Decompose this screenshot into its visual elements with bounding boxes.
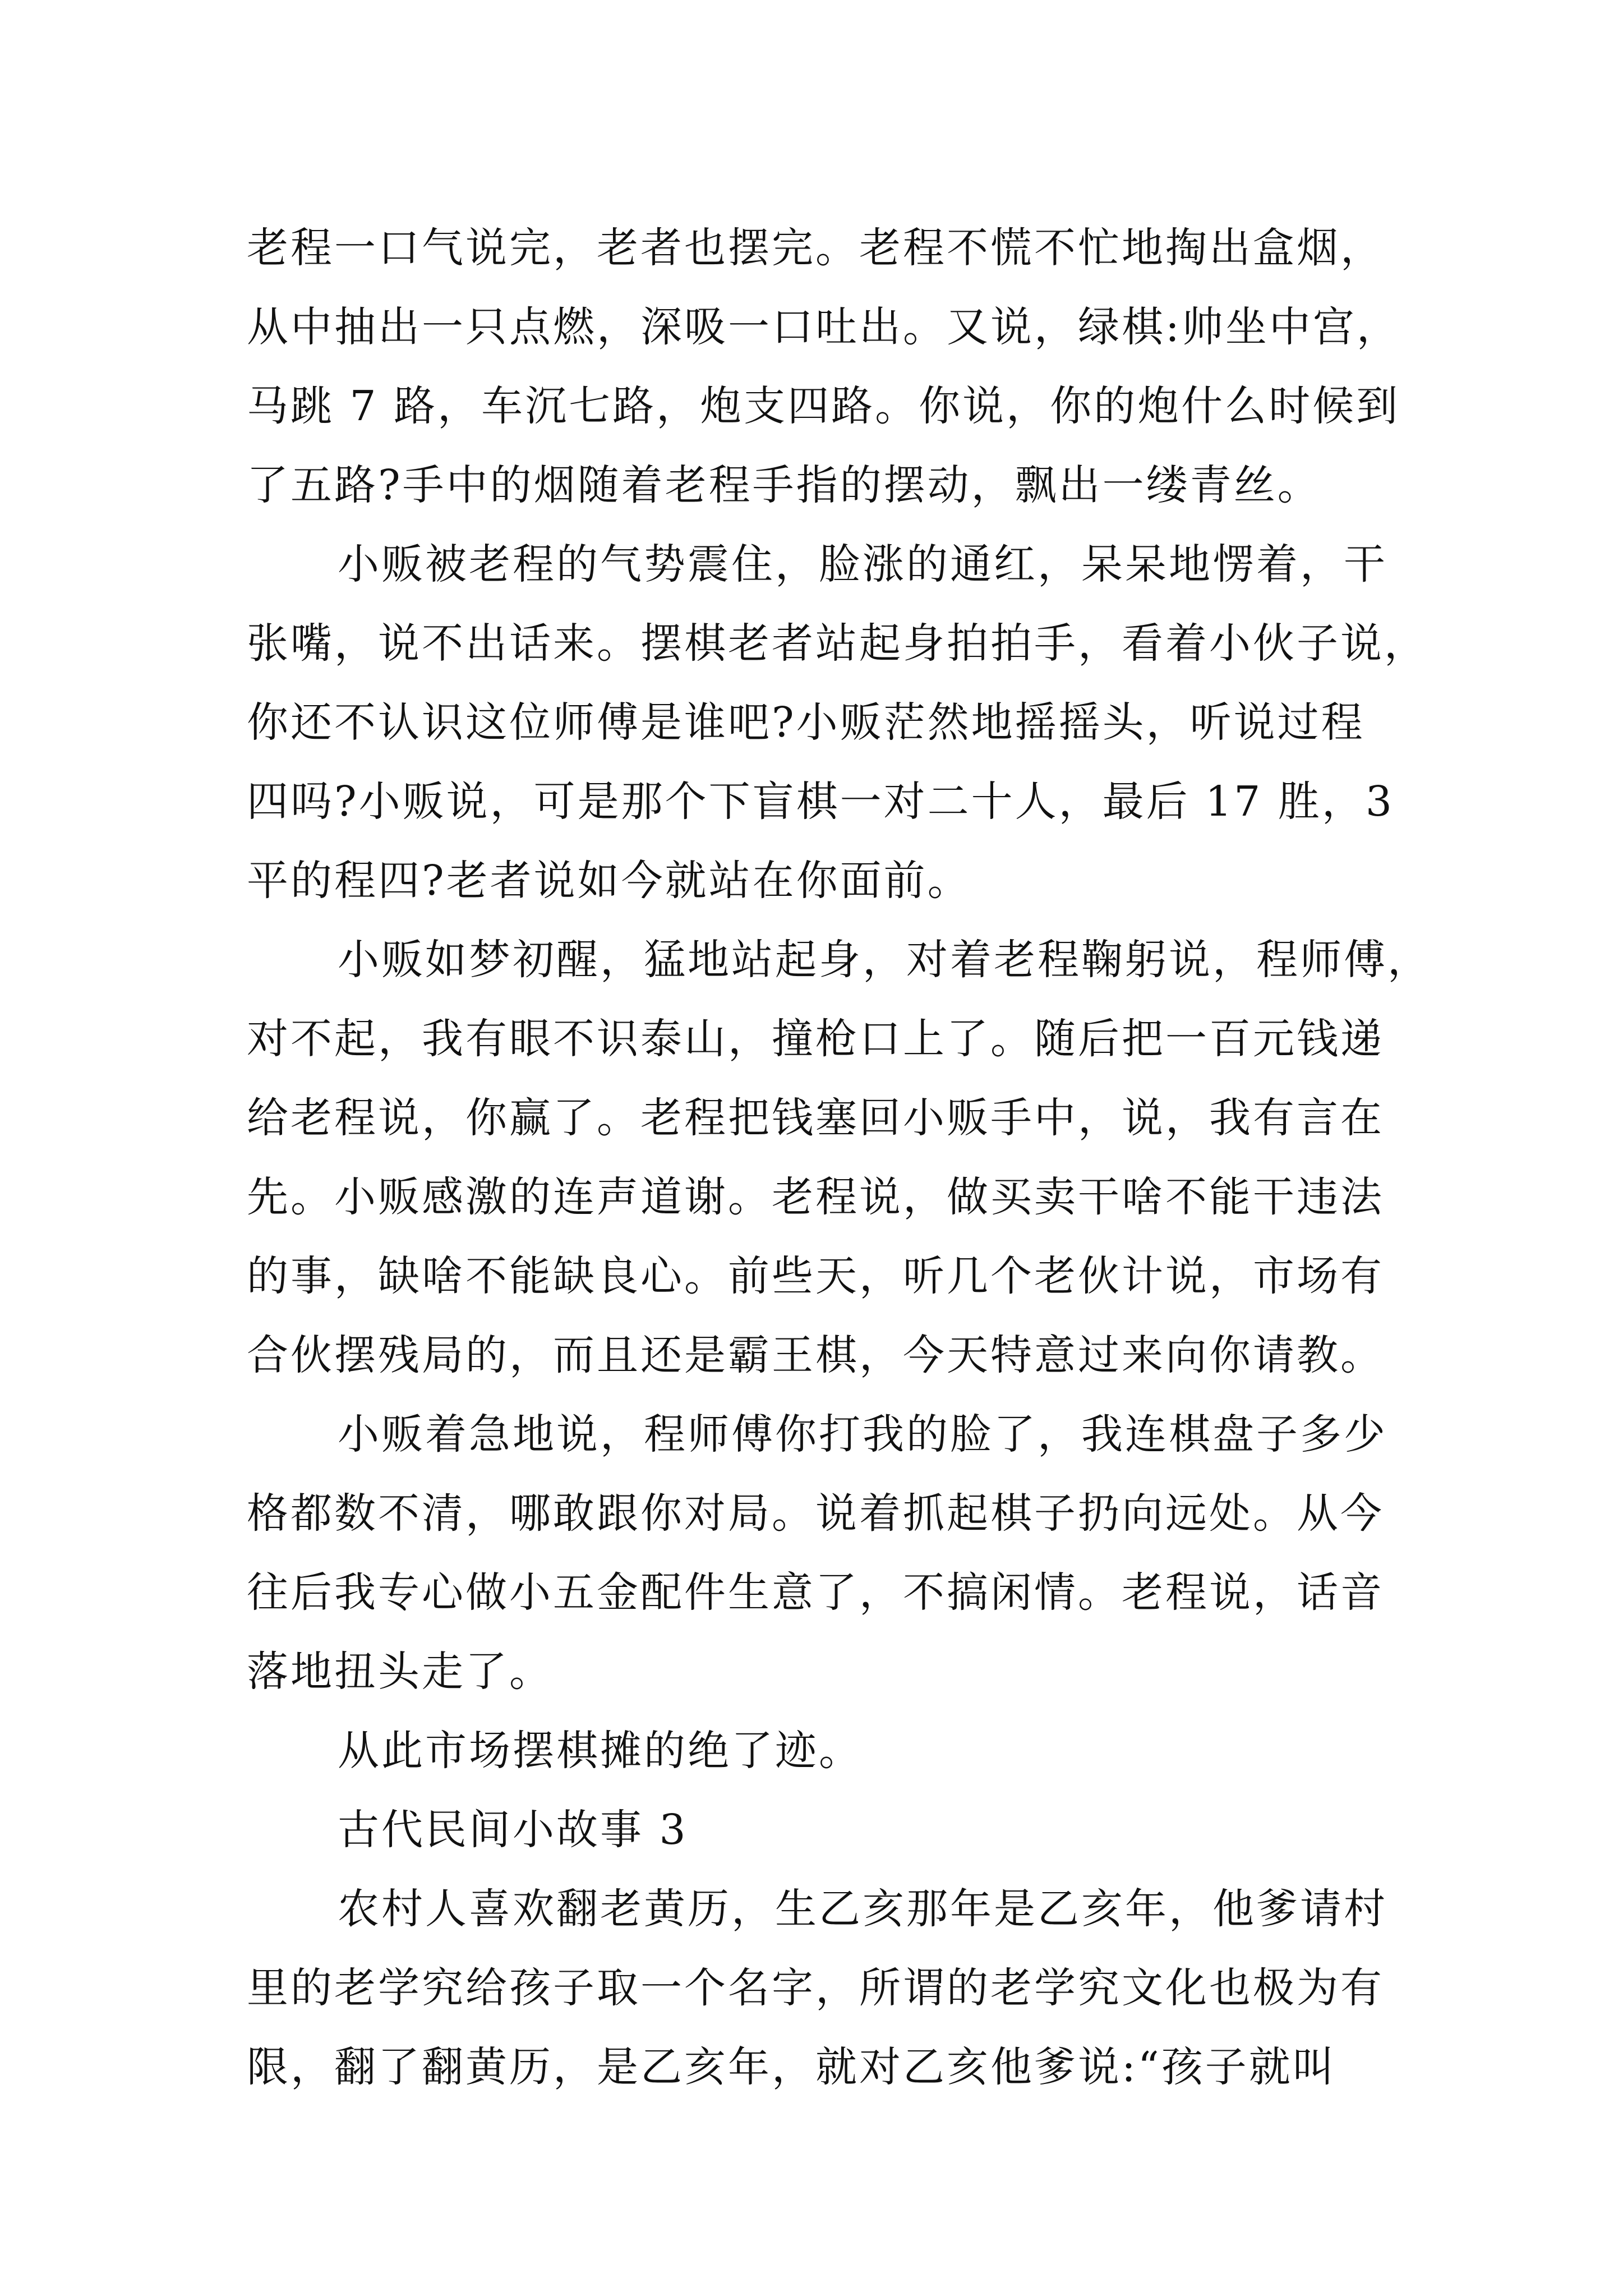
text-line: 落地扭头走了。 xyxy=(247,1648,553,1696)
text-line: 里的老学究给孩子取一个名字，所谓的老学究文化也极为有 xyxy=(247,1964,1384,2012)
text-line: 农村人喜欢翻老黄历，生乙亥那年是乙亥年，他爹请村 xyxy=(338,1885,1387,1933)
text-line: 对不起，我有眼不识泰山，撞枪口上了。随后把一百元钱递 xyxy=(247,1015,1384,1063)
text-line: 从此市场摆棋摊的绝了迹。 xyxy=(338,1727,863,1775)
text-line: 你还不认识这位师傅是谁吧?小贩茫然地摇摇头，听说过程 xyxy=(247,698,1365,747)
text-line: 往后我专心做小五金配件生意了，不搞闲情。老程说，话音 xyxy=(247,1568,1384,1617)
text-line: 小贩如梦初醒，猛地站起身，对着老程鞠躬说，程师傅， xyxy=(338,936,1431,984)
document-body xyxy=(247,209,1433,2107)
text-line: 限，翻了翻黄历，是乙亥年，就对乙亥他爹说:“孩子就叫 xyxy=(247,2043,1336,2091)
text-line: 小贩被老程的气势震住，脸涨的通红，呆呆地愣着，干 xyxy=(338,540,1387,588)
text-line: 张嘴，说不出话来。摆棋老者站起身拍拍手，看着小伙子说， xyxy=(247,619,1428,668)
text-line: 平的程四?老者说如今就站在你面前。 xyxy=(247,857,971,905)
text-line: 格都数不清，哪敢跟你对局。说着抓起棋子扔向远处。从今 xyxy=(247,1489,1384,1538)
text-line: 老程一口气说完，老者也摆完。老程不慌不忙地掏出盒烟， xyxy=(247,224,1384,272)
text-line: 马跳 7 路，车沉七路，炮支四路。你说，你的炮什么时候到 xyxy=(247,382,1400,430)
section-heading: 古代民间小故事 3 xyxy=(338,1806,688,1854)
text-line: 先。小贩感激的连声道谢。老程说，做买卖干啥不能干违法 xyxy=(247,1173,1384,1221)
text-line: 合伙摆残局的，而且还是霸王棋，今天特意过来向你请教。 xyxy=(247,1331,1384,1379)
text-line: 的事，缺啥不能缺良心。前些天，听几个老伙计说，市场有 xyxy=(247,1252,1384,1300)
text-line: 给老程说，你赢了。老程把钱塞回小贩手中，说，我有言在 xyxy=(247,1094,1384,1142)
text-line: 四吗?小贩说，可是那个下盲棋一对二十人，最后 17 胜，3 xyxy=(247,777,1394,826)
text-line: 小贩着急地说，程师傅你打我的脸了，我连棋盘子多少 xyxy=(338,1410,1387,1458)
text-line: 了五路?手中的烟随着老程手指的摆动，飘出一缕青丝。 xyxy=(247,461,1321,509)
text-line: 从中抽出一只点燃，深吸一口吐出。又说，绿棋:帅坐中宫， xyxy=(247,303,1400,351)
